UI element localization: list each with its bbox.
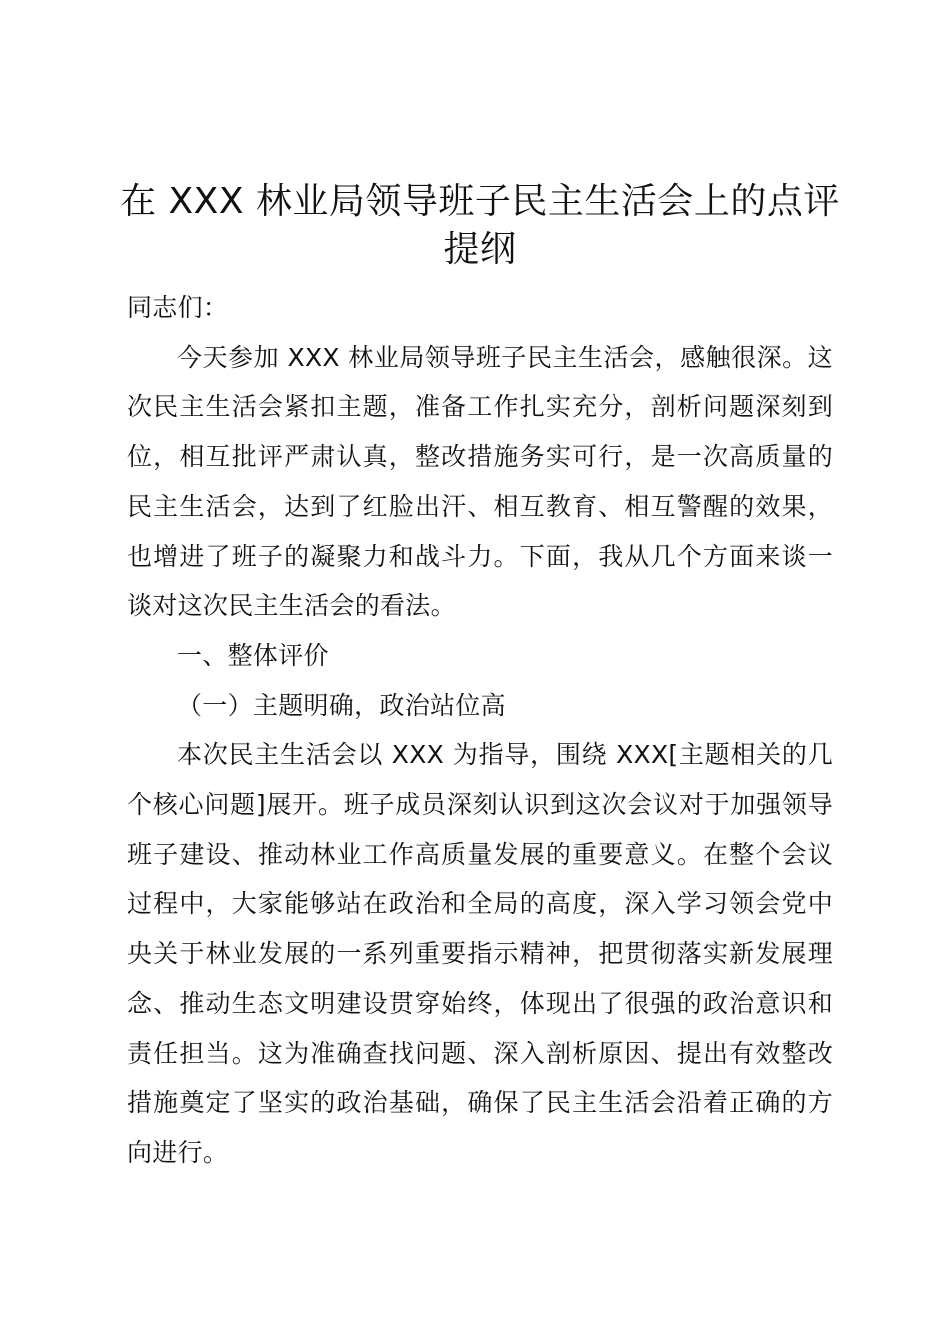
subsection-paragraph: 本次民主生活会以 XXX 为指导，围绕 XXX[主题相关的几个核心问题]展开。班子成员深刻认识到这次会议对于加强领导班子建设、推动林业工作高质量发展的重要意义。在整个会议过程中，大家能够站在政治和全局的高度，深入学习领会党中央关于林业发展的一系列重要指示精神，把贯彻落实新发展理念、推动生态文明建设贯穿始终，体现出了很强的政治意识和责任担当。这为准确查找问题、深入剖析原因、提出有效整改措施奠定了坚实的政治基础，确保了民主生活会沿着正确的方向进行。 [127, 740, 833, 1167]
document-title: 在 XXX 林业局领导班子民主生活会上的点评提纲 [120, 181, 840, 270]
salutation: 同志们： [127, 293, 229, 322]
intro-paragraph: 今天参加 XXX 林业局领导班子民主生活会，感触很深。这次民主生活会紧扣主题，准备工作扎实充分，剖析问题深刻到位，相互批评严肃认真，整改措施务实可行，是一次高质量的民主生活会，达到了红脸出汗、相互教育、相互警醒的效果，也增进了班子的凝聚力和战斗力。下面，我从几个方面来谈一谈对这次民主生活会的看法。 [127, 342, 833, 621]
document-body [127, 283, 833, 1178]
section-heading: 一、整体评价 [177, 640, 329, 670]
subsection-heading: （一）主题明确，政治站位高 [177, 690, 506, 720]
